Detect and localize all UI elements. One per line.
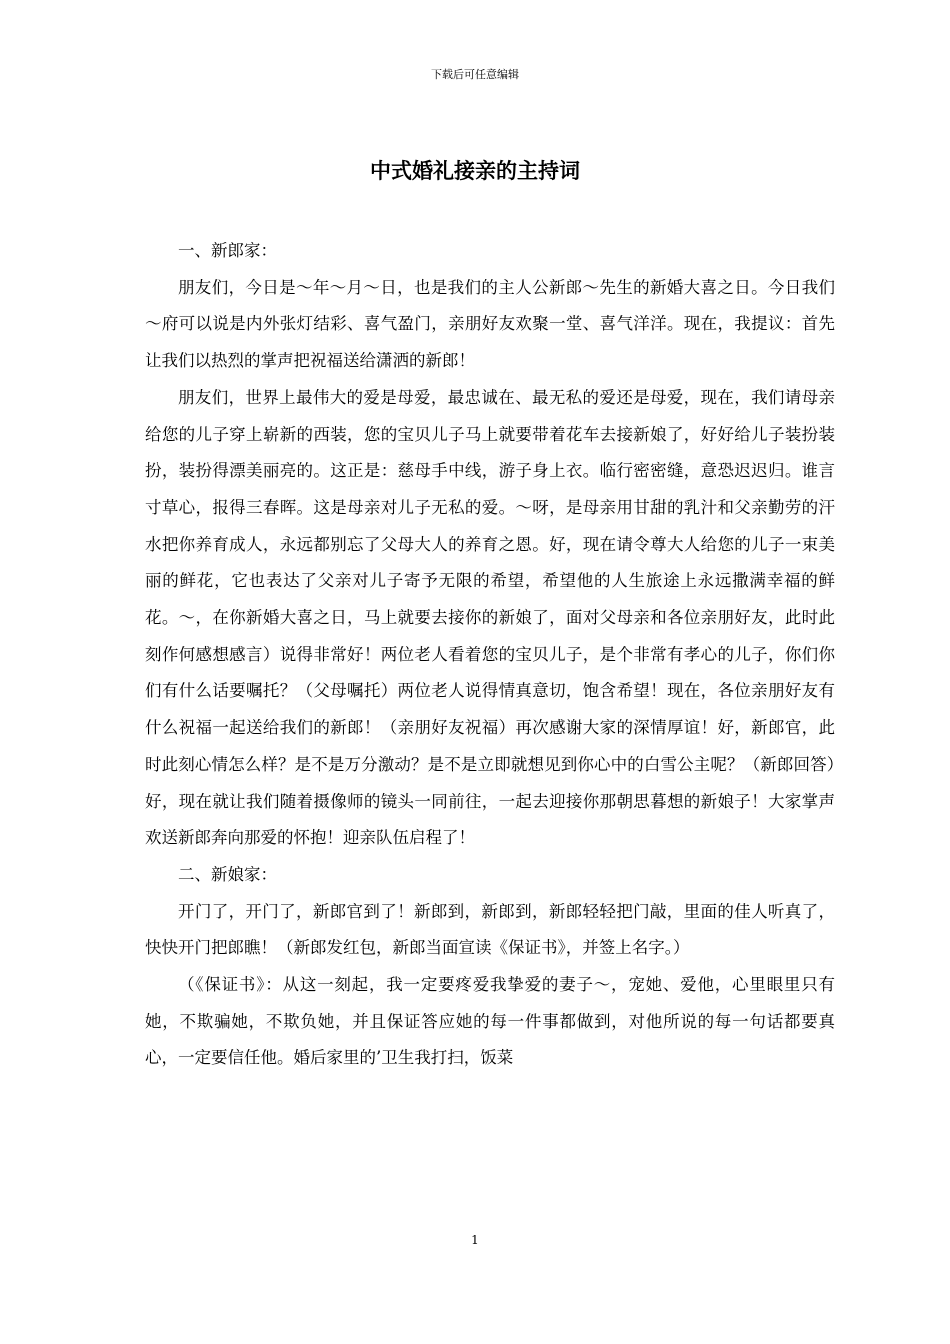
paragraph: （《保证书》：从这一刻起，我一定要疼爱我挚爱的妻子～，宠她、爱他，心里眼里只有她，不欺骗她，不欺负她，并且保证答应她的每一件事都做到，对他所说的每一句话都要真心，一定要信任他。婚后家里的’卫生我打扫，饭菜 <box>145 975 835 1068</box>
paragraph: 朋友们，今日是～年～月～日，也是我们的主人公新郎～先生的新婚大喜之日。今日我们～府可以说是内外张灯结彩、喜气盈门，亲朋好友欢聚一堂、喜气洋洋。现在，我提议：首先让我们以热烈的掌声把祝福送给潇洒的新郎！ <box>145 277 835 371</box>
header-note: 下载后可任意编辑 <box>431 68 519 81</box>
section-heading-bride-home: 二、新娘家： <box>178 864 277 884</box>
document-body <box>145 233 835 1077</box>
paragraph: 开门了，开门了，新郎官到了！新郎到，新郎到，新郎轻轻把门敲，里面的佳人听真了，快快开门把郎瞧！（新郎发红包，新郎当面宣读《保证书》，并签上名字。） <box>145 901 835 958</box>
paragraph: 朋友们，世界上最伟大的爱是母爱，最忠诚在、最无私的爱还是母爱，现在，我们请母亲给您的儿子穿上崭新的西装，您的宝贝儿子马上就要带着花车去接新娘了，好好给儿子装扮装扮，装扮得漂美丽亮的。这正是：慈母手中线，游子身上衣。临行密密缝，意恐迟迟归。谁言寸草心，报得三春晖。这是母亲对儿子无私的爱。～呀，是母亲用甘甜的乳汁和父亲勤劳的汗水把你养育成人，永远都别忘了父母大人的养育之恩。好，现在请令尊大人给您的儿子一束美丽的鲜花，它也表达了父亲对儿子寄予无限的希望，希望他的人生旅途上永远撒满幸福的鲜花。～，在你新婚大喜之日，马上就要去接你的新娘了，面对父母亲和各位亲朋好友，此时此刻作何感想感言）说得非常好！两位老人看着您的宝贝儿子，是个非常有孝心的儿子，你们你们有什么话要嘱托？（父母嘱托）两位老人说得情真意切，饱含希望！现在，各位亲朋好友有什么祝福一起送给我们的新郎！（亲朋好友祝福）再次感谢大家的深情厚谊！好，新郎官，此时此刻心情怎么样？是不是万分激动？是不是立即就想见到你心中的白雪公主呢？（新郎回答）好，现在就让我们随着摄像师的镜头一同前往，一起去迎接你那朝思暮想的新娘子！大家掌声欢送新郎奔向那爱的怀抱！迎亲队伍启程了！ <box>145 387 835 848</box>
section-heading-groom-home: 一、新郎家： <box>178 241 277 260</box>
page-number: 1 <box>471 1233 479 1247</box>
document-title: 中式婚礼接亲的主持词 <box>370 158 580 183</box>
